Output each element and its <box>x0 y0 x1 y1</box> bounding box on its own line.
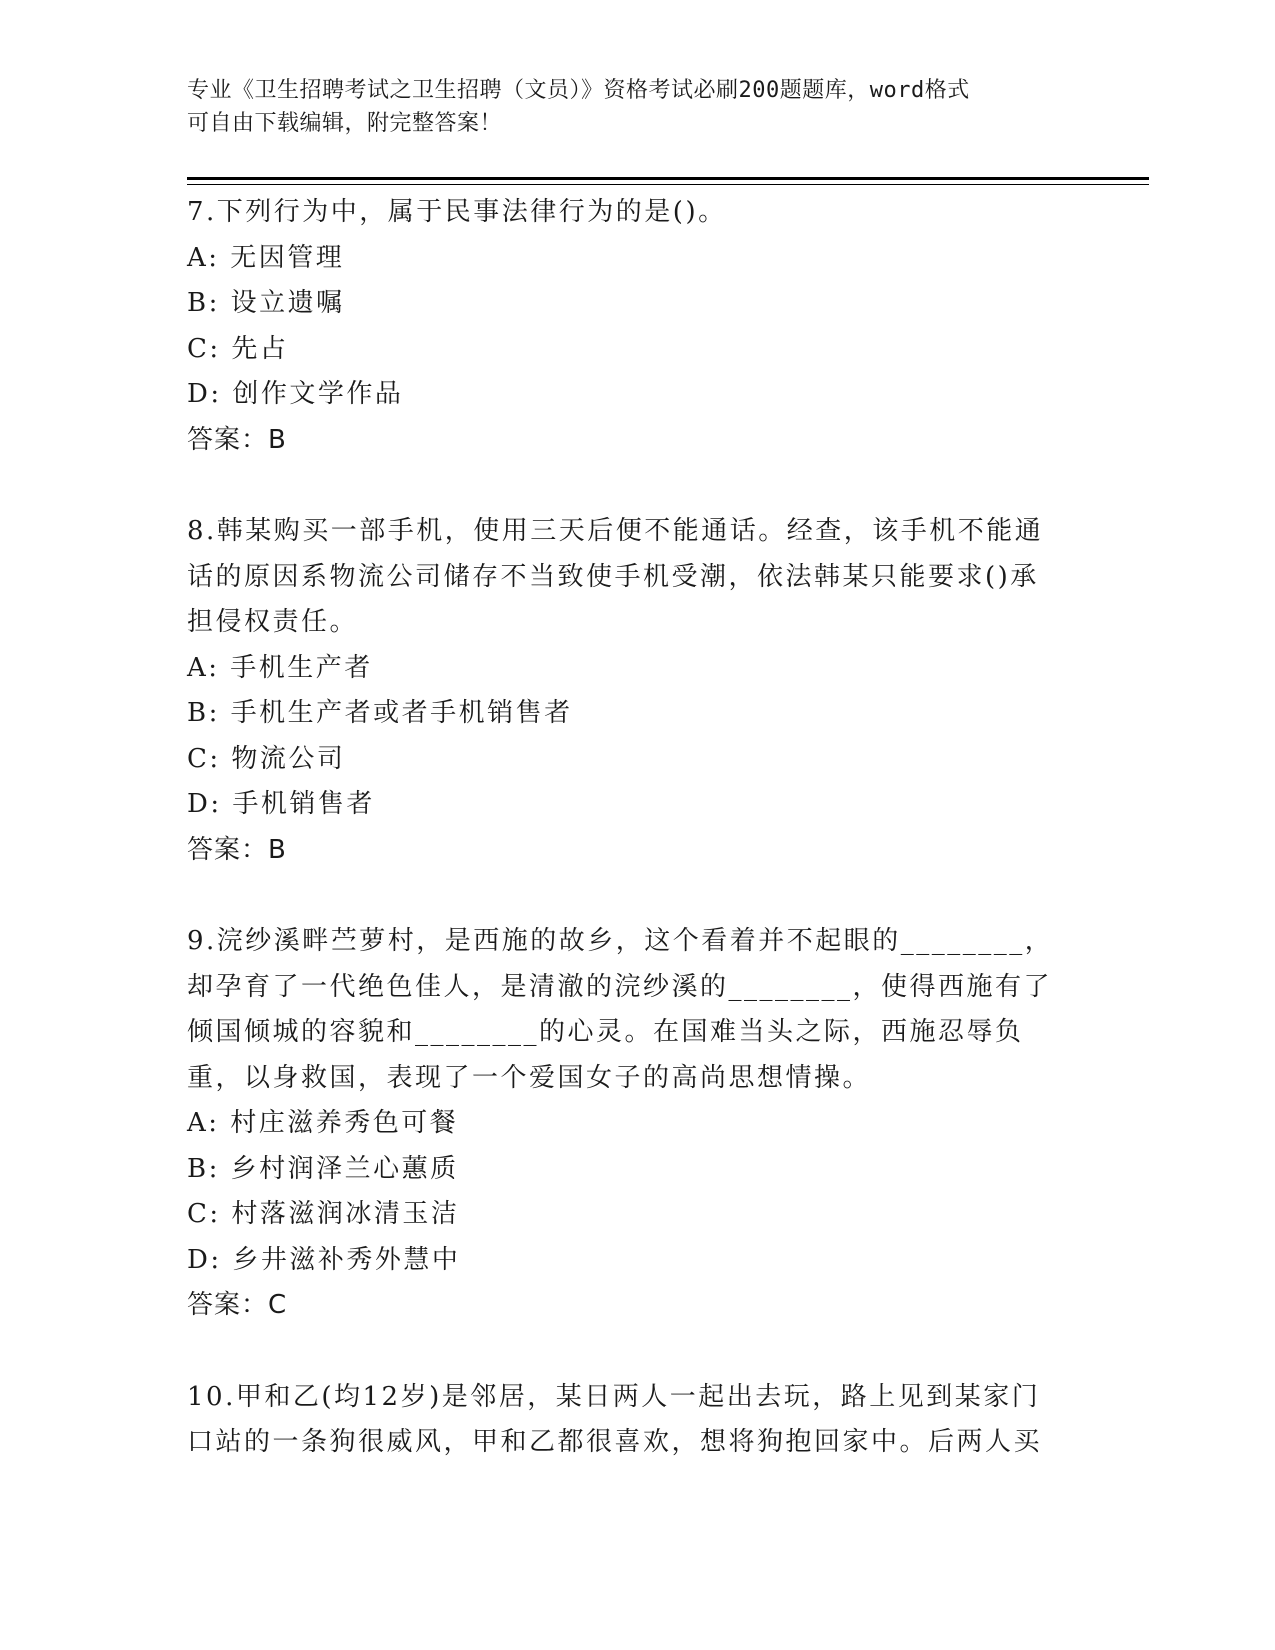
header-divider-thin <box>187 184 1149 185</box>
answer-line: 答案：B <box>187 424 287 455</box>
question-10 <box>187 1375 1067 1466</box>
answer-line: 答案：B <box>187 834 287 865</box>
option-d: D: 创作文学作品 <box>187 379 404 409</box>
option-d: D: 手机销售者 <box>187 789 375 819</box>
option-d: D: 乡井滋补秀外慧中 <box>187 1244 461 1275</box>
option-a: A: 村庄滋养秀色可餐 <box>187 1108 459 1138</box>
question-9 <box>187 919 1067 1329</box>
header-line-2: 可自由下载编辑，附完整答案！ <box>187 111 503 136</box>
header-line-1: 专业《卫生招聘考试之卫生招聘（文员）》资格考试必刷200题题库，word格式 <box>187 78 970 103</box>
question-stem: 10.甲和乙(均12岁)是邻居，某日两人一起出去玩，路上见到某家门口站的一条狗很威风，甲和乙都很喜欢，想将狗抱回家中。后两人买 <box>187 1381 1043 1457</box>
option-b: B: 设立遗嘱 <box>187 288 345 318</box>
question-stem: 8.韩某购买一部手机，使用三天后便不能通话。经查，该手机不能通话的原因系物流公司储存不当致使手机受潮，依法韩某只能要求()承担侵权责任。 <box>187 516 1044 637</box>
question-stem: 7.下列行为中，属于民事法律行为的是()。 <box>187 197 727 227</box>
option-a: A: 手机生产者 <box>187 652 373 683</box>
header-divider-thick <box>187 177 1149 180</box>
option-c: C: 村落滋润冰清玉洁 <box>187 1199 460 1229</box>
answer-line: 答案：C <box>187 1290 288 1320</box>
question-7 <box>187 190 1067 463</box>
question-8 <box>187 509 1067 873</box>
option-c: C: 先占 <box>187 333 289 364</box>
option-b: B: 手机生产者或者手机销售者 <box>187 698 573 728</box>
question-stem: 9.浣纱溪畔苎萝村，是西施的故乡，这个看着并不起眼的________，却孕育了一代绝色佳人，是清澈的浣纱溪的________，使得西施有了倾国倾城的容貌和________的心灵。在国难当头之际，西施忍辱负重，以身救国，表现了一个爱国女子的高尚思想情操。 <box>187 926 1054 1093</box>
option-a: A: 无因管理 <box>187 242 345 273</box>
option-c: C: 物流公司 <box>187 743 346 774</box>
question-list <box>187 190 1067 1512</box>
option-b: B: 乡村润泽兰心蕙质 <box>187 1153 459 1184</box>
document-header <box>187 74 1087 140</box>
